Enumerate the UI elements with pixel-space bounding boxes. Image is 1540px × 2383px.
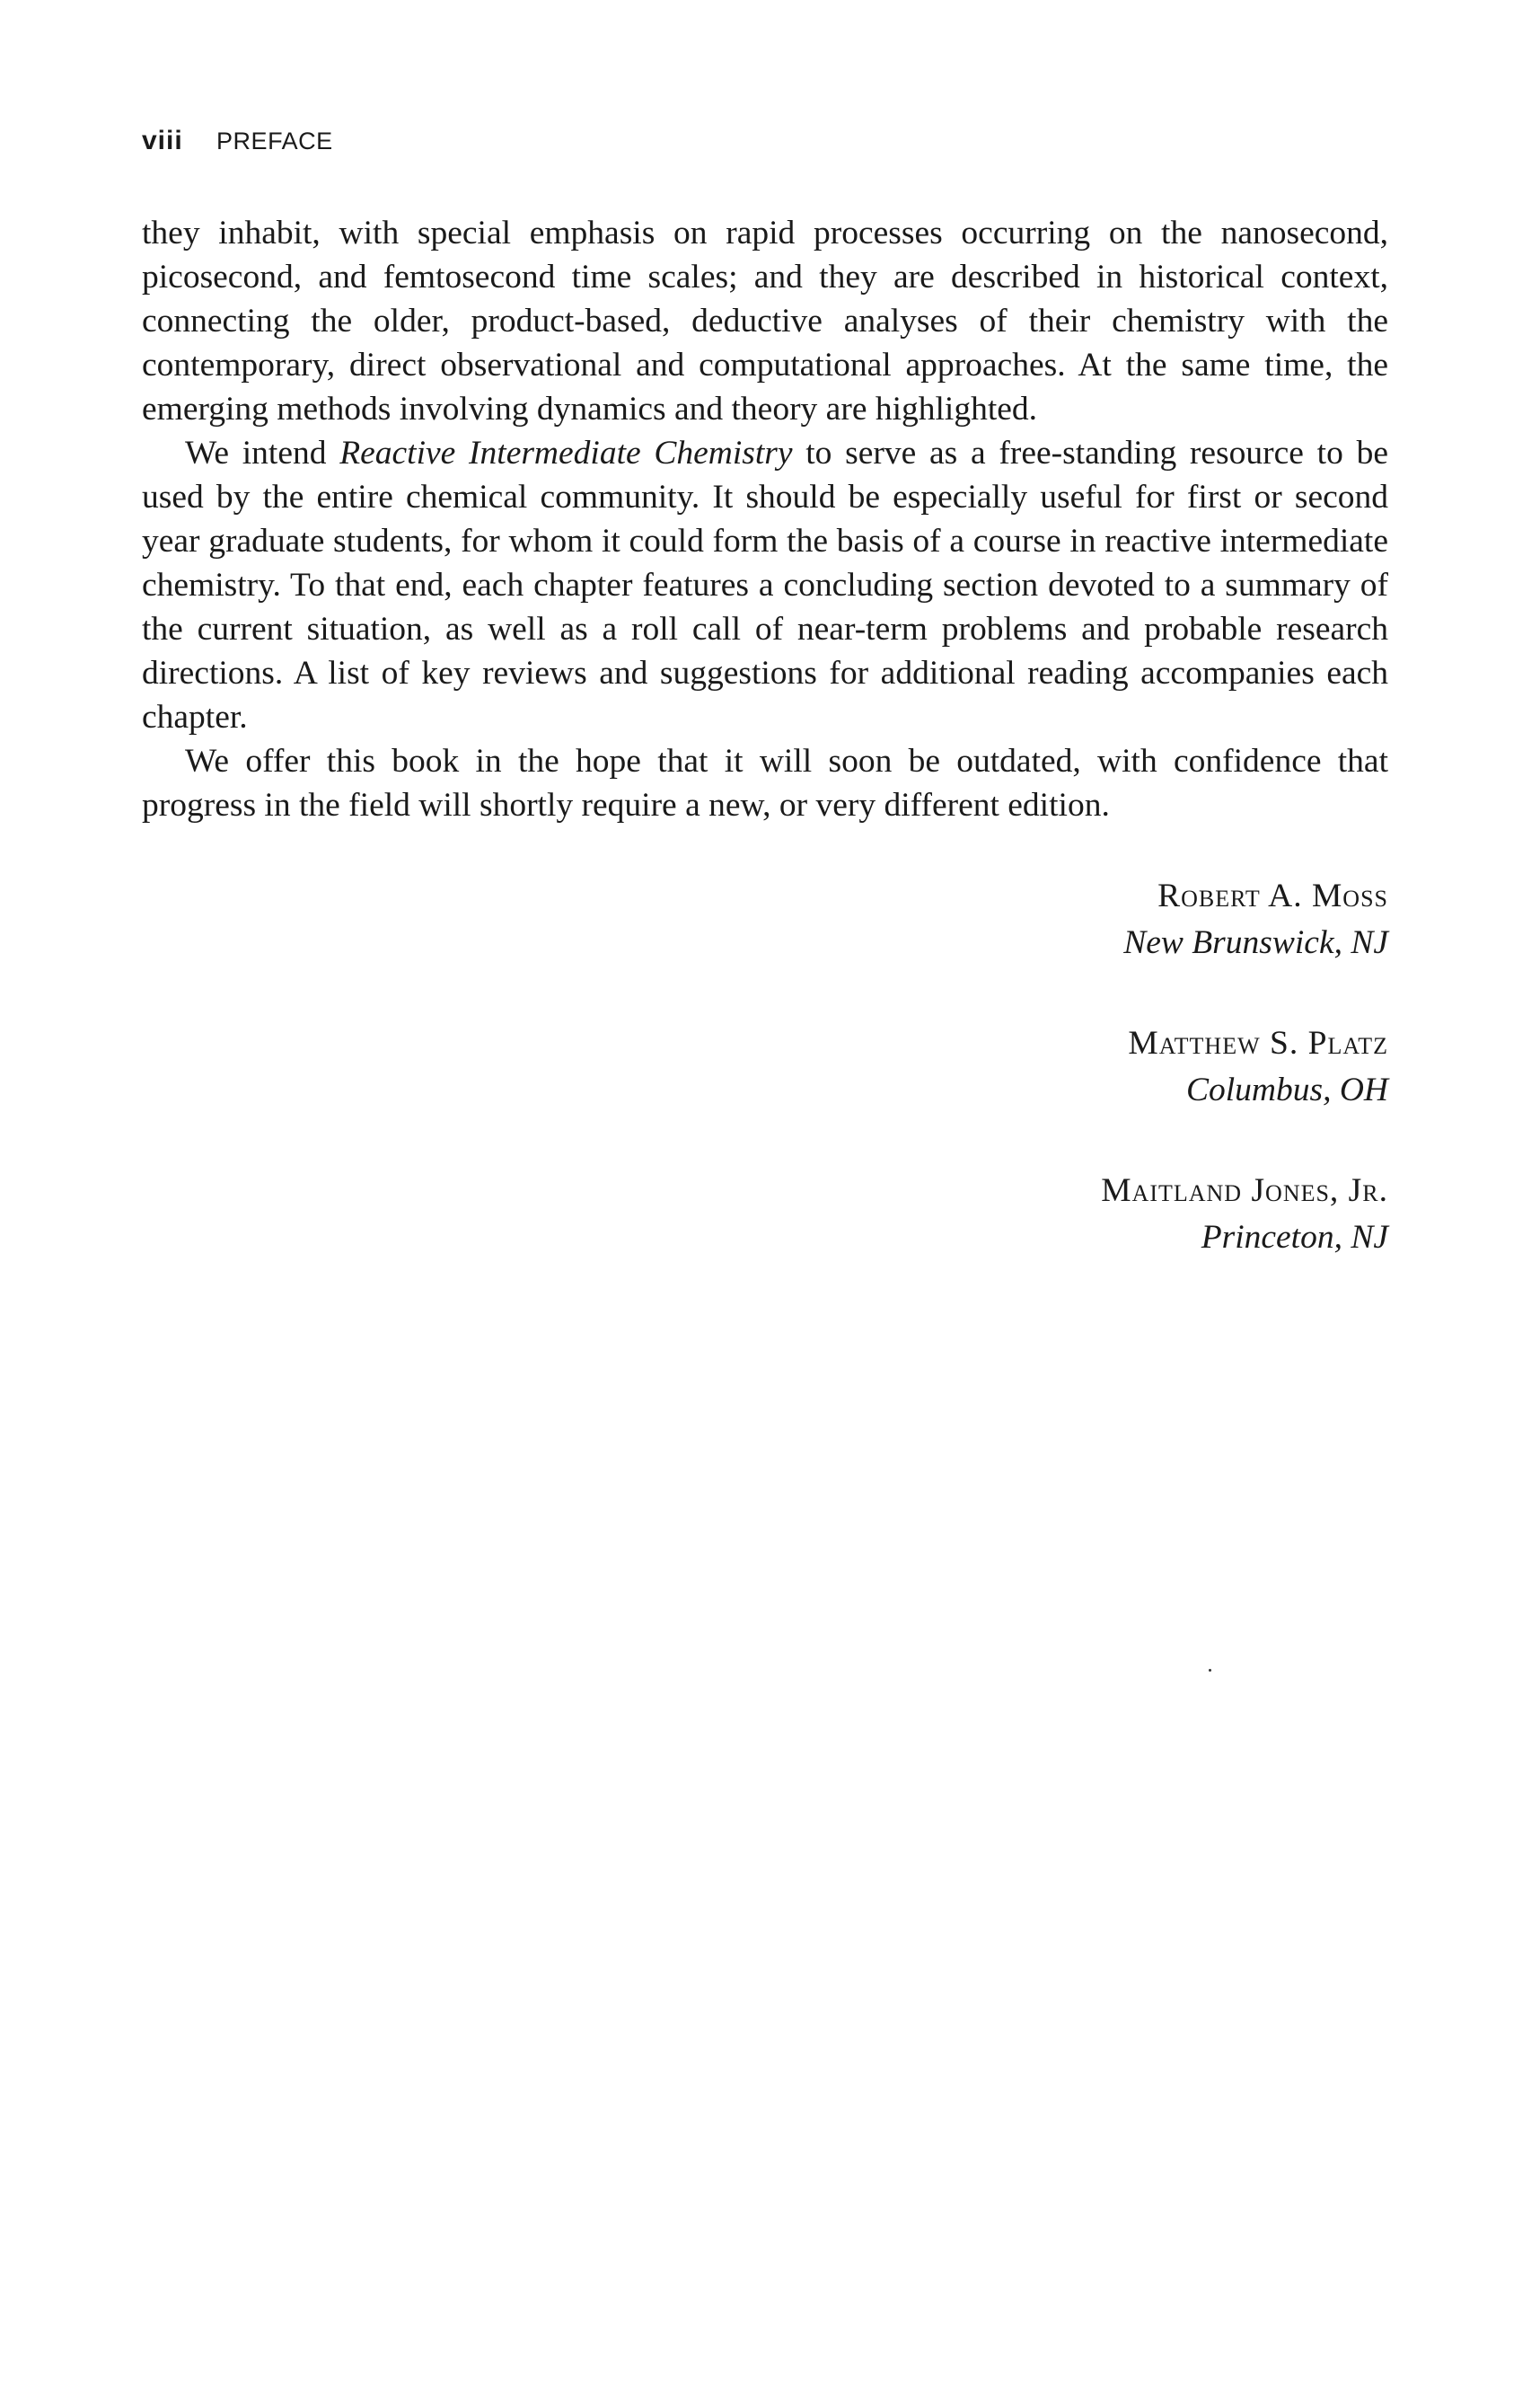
signature-block bbox=[1101, 1168, 1388, 1261]
author-name: Matthew S. Platz bbox=[1128, 1025, 1388, 1062]
author-location: Columbus, OH bbox=[1185, 1072, 1388, 1108]
running-head bbox=[142, 126, 333, 156]
paragraph-2-text-start: We intend bbox=[185, 435, 340, 472]
paragraph-1-text: they inhabit, with special emphasis on rapid processes occurring on the nanosecond, picosecond, and femtosecond time scales; and they are described in historical context, connecting the older, product-based, deductive analyses of their chemistry with the contemporary, direct observational and computational approaches. At the same time, the emerging methods involving dynamics and theory are highlighted. bbox=[142, 215, 1388, 428]
scan-speck bbox=[1209, 1669, 1211, 1672]
page-number: viii bbox=[142, 126, 183, 155]
author-name: Robert A. Moss bbox=[1157, 878, 1388, 914]
signature-block bbox=[1101, 1020, 1388, 1114]
author-name: Maitland Jones, Jr. bbox=[1101, 1172, 1388, 1209]
author-location: New Brunswick, NJ bbox=[1123, 924, 1388, 961]
signature-block bbox=[1101, 873, 1388, 966]
section-title: PREFACE bbox=[216, 128, 333, 154]
paragraph-2 bbox=[142, 431, 1388, 739]
author-location: Princeton, NJ bbox=[1201, 1219, 1388, 1256]
paragraph-2-text-end: to serve as a free-standing resource to be used by the entire chemical community. It should be especially useful for first or second year graduate students, for whom it could form the basis of a course in reactive intermediate chemistry. To that end, each chapter features a concluding section devoted to a summary of the current situation, as well as a roll call of near-term problems and probable research directions. A list of key reviews and suggestions for additional reading accompanies each chapter. bbox=[142, 435, 1388, 736]
signature-list bbox=[1101, 873, 1388, 1315]
paragraph-3 bbox=[142, 739, 1388, 827]
paragraph-1 bbox=[142, 211, 1388, 431]
preface-body bbox=[142, 211, 1388, 827]
paragraph-3-text: We offer this book in the hope that it will soon be outdated, with confidence that progress in the field will shortly require a new, or very different edition. bbox=[142, 743, 1388, 824]
book-title: Reactive Intermediate Chemistry bbox=[339, 435, 793, 472]
